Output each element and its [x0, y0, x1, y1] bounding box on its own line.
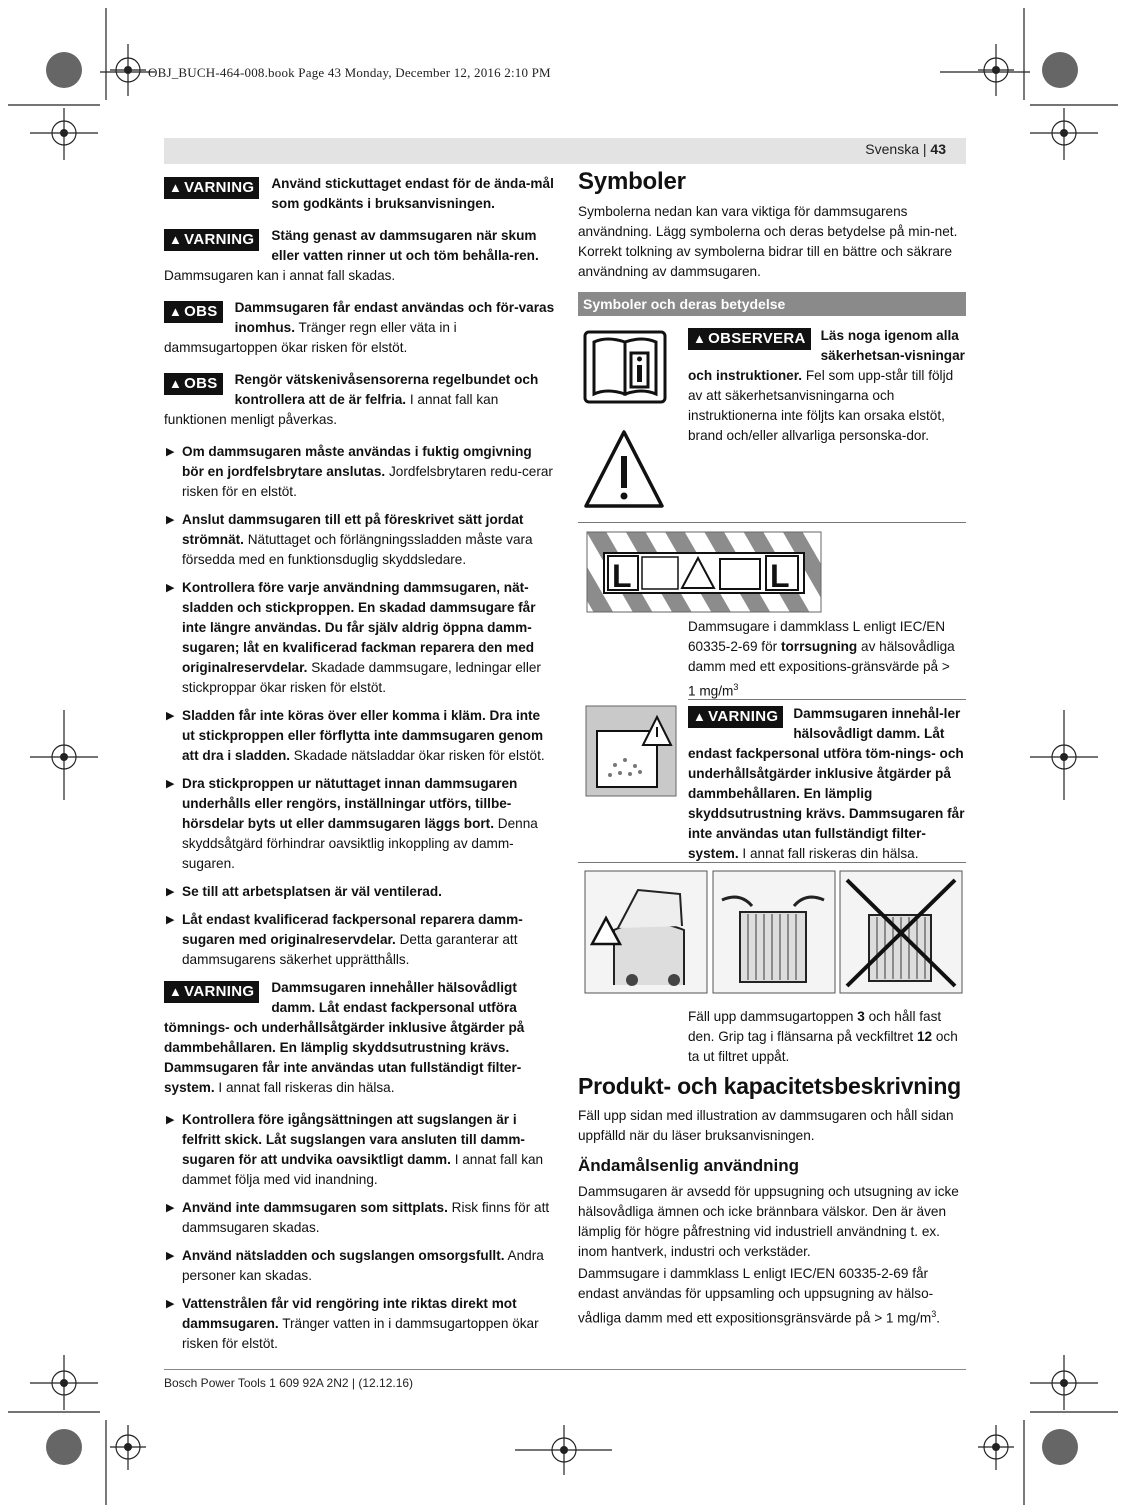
- page-footer: Bosch Power Tools 1 609 92A 2N2 | (12.12.16): [164, 1376, 414, 1390]
- warning-badge: ▲ VARNING: [164, 229, 259, 251]
- bullet-6: ▶ Se till att arbetsplatsen är väl ventilerad.: [164, 882, 556, 902]
- warning-1: [164, 174, 556, 214]
- symboler-title: Symboler: [578, 168, 686, 195]
- dust-class-letter-left: L: [612, 558, 632, 594]
- dust-container-icon: [642, 557, 678, 589]
- observera-bold: Läs noga igenom alla säkerhetsan-visningar och instruktioner.: [688, 328, 965, 383]
- bullet-arrow-icon: ▶: [166, 778, 175, 790]
- andamal-title: Ändamålsenlig användning: [578, 1156, 800, 1175]
- warning-badge: ▲ VARNING: [164, 177, 259, 199]
- caution-2-text: I annat fall kan funktionen menligt påverkas.: [164, 392, 499, 427]
- divider: [578, 522, 966, 523]
- hazard-warning-text: I annat fall riskeras din hälsa.: [738, 846, 919, 861]
- vacuum-lid-illustration: [584, 870, 708, 994]
- caution-2-bold: Rengör vätskenivåsensorerna regelbundet och kontrollera att de är felfria.: [234, 372, 539, 407]
- hazard-warning-block: [688, 704, 966, 864]
- warning-triangle-icon: ▲: [169, 984, 183, 999]
- andamal-paragraph-1: Dammsugaren är avsedd för uppsugning och utsugning av icke hälsovådliga ämnen och icke brännbara välskor. Den är även lämplig för högre påfrestning vid industriell användning t. ex. inom hantverk, industri och verkstäder.: [578, 1184, 959, 1259]
- bullet-arrow-icon: ▶: [166, 1250, 175, 1262]
- warning-triangle-icon: ▲: [693, 709, 707, 724]
- divider: [688, 699, 966, 700]
- divider: [578, 862, 966, 863]
- warning-badge: ▲ VARNING: [164, 981, 259, 1003]
- bullet-4: ▶ Sladden får inte köras över eller komma i kläm. Dra inte ut stickproppen eller förflytta inte dammsugaren genom att dra i sladden. Skadade nätsladdar ökar risken för elstöt.: [166, 708, 545, 763]
- warning-2-bold: Stäng genast av dammsugaren när skum eller vatten rinner ut och töm behålla-ren.: [271, 228, 539, 263]
- header-separator: |: [919, 141, 931, 157]
- symbol-table-header: Symboler och deras betydelse: [578, 292, 966, 316]
- warning-triangle-icon: ▲: [169, 180, 183, 195]
- caution-1-bold: Dammsugaren får endast användas och för-varas inomhus.: [234, 300, 555, 335]
- filter-instruction: Fäll upp dammsugartoppen 3 och håll fast den. Grip tag i flänsarna på veckfiltret 12 och ta ut filtret uppåt.: [688, 1009, 958, 1064]
- warning-triangle-icon: ▲: [169, 376, 183, 391]
- warning-2-text: Dammsugaren kan i annat fall skadas.: [164, 268, 396, 283]
- observera-text: Fel som upp-står till följd av att säkerhetsanvisningarna och instruktionerna inte följts kan orsaka elstöt, brand och/eller allvarliga personska-dor.: [688, 368, 954, 443]
- bullet-8: ▶ Kontrollera före igångsättningen att sugslangen är i felfritt skick. Låt sugslangen vara ansluten till damm-sugaren för att undvika oavsiktligt damm. I annat fall kan dammet följa med vid inandning.: [166, 1112, 544, 1187]
- manual-and-warning-symbols: [582, 328, 672, 518]
- page-header-bar: [164, 138, 966, 164]
- dust-class-letter-right: L: [770, 558, 790, 594]
- filter-incorrect-illustration: [839, 870, 963, 994]
- warning-2: [164, 226, 556, 286]
- warning-triangle-icon: ▲: [169, 232, 183, 247]
- bullet-3: ▶ Kontrollera före varje användning dammsugaren, nät-sladden och stickproppen. En skadad dammsugare får inte längre användas. Du får själv aldrig öppna damm-sugaren; låt en kvalificerad fackman reparera den med originalreservdelar. Skadade dammsugare, ledningar eller stickproppar ökar risken för elstöt.: [166, 580, 541, 695]
- symboler-intro: Symbolerna nedan kan vara viktiga för dammsugarens användning. Lägg symbolerna och deras betydelse på min-net. Korrekt tolkning av symbolerna bidrar till en bättre och säkrare användning av dammsugaren.: [578, 204, 958, 279]
- page-number: 43: [930, 141, 946, 157]
- caution-1: [164, 298, 556, 358]
- warning-3: [164, 978, 556, 1098]
- warning-triangle-icon: ▲: [169, 304, 183, 319]
- warning-1-bold: Använd stickuttaget endast för de ända-mål som godkänts i bruksanvisningen.: [271, 176, 554, 211]
- bullet-arrow-icon: ▶: [166, 710, 175, 722]
- filter-removal-illustration: [712, 870, 836, 994]
- bullet-2: ▶ Anslut dammsugaren till ett på föreskrivet sätt jordat strömnät. Nätuttaget och förlängningssladden måste vara försedda med en funktionsduglig skyddsledare.: [166, 512, 533, 567]
- produkt-title: Produkt- och kapacitetsbeskrivning: [578, 1073, 962, 1099]
- warning-3-bold: Dammsugaren innehåller hälsovådligt damm. Låt endast fackpersonal utföra tömnings- och underhållsåtgärder inklusive åtgärder på dammbehållaren. En lämplig skyddsutrustning krävs. Dammsugaren får inte användas utan fullständigt filter-system.: [164, 980, 525, 1095]
- hazard-warning-bold: Dammsugaren innehål-ler hälsovådligt damm. Låt endast fackpersonal utföra töm-nings- och underhållsåtgärder inklusive åtgärder på dammbehållaren. En lämplig skyddsutrustning krävs. Dammsugaren får inte användas utan fullständigt filter-system.: [688, 706, 965, 861]
- produkt-text: Fäll upp sidan med illustration av dammsugaren och håll sidan uppfälld när du läser bruksanvisningen.: [578, 1108, 954, 1143]
- bullet-11: ▶ Vattenstrålen får vid rengöring inte riktas direkt mot dammsugaren. Tränger vatten in i dammsugartoppen ökar risken för elstöt.: [166, 1296, 539, 1351]
- bullet-5: ▶ Dra stickproppen ur nätuttaget innan dammsugaren underhålls eller rengörs, inställningar utförs, tillbe-hörsdelar byts ut eller dammsugaren läggs bort. Denna skyddsåtgärd förhindrar oavsiktlig inkoppling av damm-sugaren.: [166, 776, 538, 871]
- bullet-1: ▶ Om dammsugaren måste användas i fuktig omgivning bör en jordfelsbrytare anslutas. Jordfelsbrytaren redu-cerar risken för en elstöt.: [166, 444, 553, 499]
- warning-3-text: I annat fall riskeras din hälsa.: [214, 1080, 395, 1095]
- andamal-paragraph-2: Dammsugare i dammklass L enligt IEC/EN 60335-2-69 får endast användas för uppsamling och uppsugning av hälso-vådliga damm med ett expositionsgränsvärde på > 1 $mg/m^3$.: [578, 1266, 941, 1326]
- bullet-arrow-icon: ▶: [166, 1202, 175, 1214]
- observera-badge: ▲ OBSERVERA: [688, 328, 811, 350]
- bullet-arrow-icon: ▶: [166, 1114, 175, 1126]
- caution-1-text: Tränger regn eller väta in i dammsugartoppen ökar risken för elstöt.: [164, 320, 457, 355]
- page-header: [865, 141, 946, 157]
- product-section: [578, 1073, 966, 1329]
- bullet-arrow-icon: ▶: [166, 914, 175, 926]
- observera-block: [688, 326, 966, 446]
- warning-badge: ▲ VARNING: [688, 706, 783, 728]
- bullet-arrow-icon: ▶: [166, 886, 175, 898]
- left-column: [164, 174, 556, 1362]
- header-language: Svenska: [865, 141, 919, 157]
- bullet-7: ▶ Låt endast kvalificerad fackpersonal reparera damm-sugaren med originalreservdelar. Detta garanterar att dammsugarens säkerhet upprätthålls.: [166, 912, 523, 967]
- bullet-arrow-icon: ▶: [166, 446, 175, 458]
- footer-divider: [164, 1369, 966, 1370]
- dust-class-description: Dammsugare i dammklass L enligt IEC/EN 60335-2-69 för torrsugning av hälsovådliga damm med ett expositions-gränsvärde på > 1 $mg/m^3$: [688, 619, 955, 699]
- dust-class-label: [586, 531, 822, 613]
- hazardous-dust-icon: [585, 705, 677, 797]
- right-column: [578, 168, 966, 316]
- bullet-arrow-icon: ▶: [166, 582, 175, 594]
- bullet-9: ▶ Använd inte dammsugaren som sittplats. Risk finns för att dammsugaren skadas.: [166, 1200, 550, 1235]
- bullet-arrow-icon: ▶: [166, 1298, 175, 1310]
- bullet-arrow-icon: ▶: [166, 514, 175, 526]
- caution-badge: ▲ OBS: [164, 373, 223, 395]
- read-manual-icon: [585, 332, 665, 402]
- warning-triangle-icon: ▲: [693, 331, 707, 346]
- bullet-10: ▶ Använd nätsladden och sugslangen omsorgsfullt. Andra personer kan skadas.: [166, 1248, 544, 1283]
- caution-badge: ▲ OBS: [164, 301, 223, 323]
- caution-2: [164, 370, 556, 430]
- book-info-line: OBJ_BUCH-464-008.book Page 43 Monday, December 12, 2016 2:10 PM: [148, 65, 551, 80]
